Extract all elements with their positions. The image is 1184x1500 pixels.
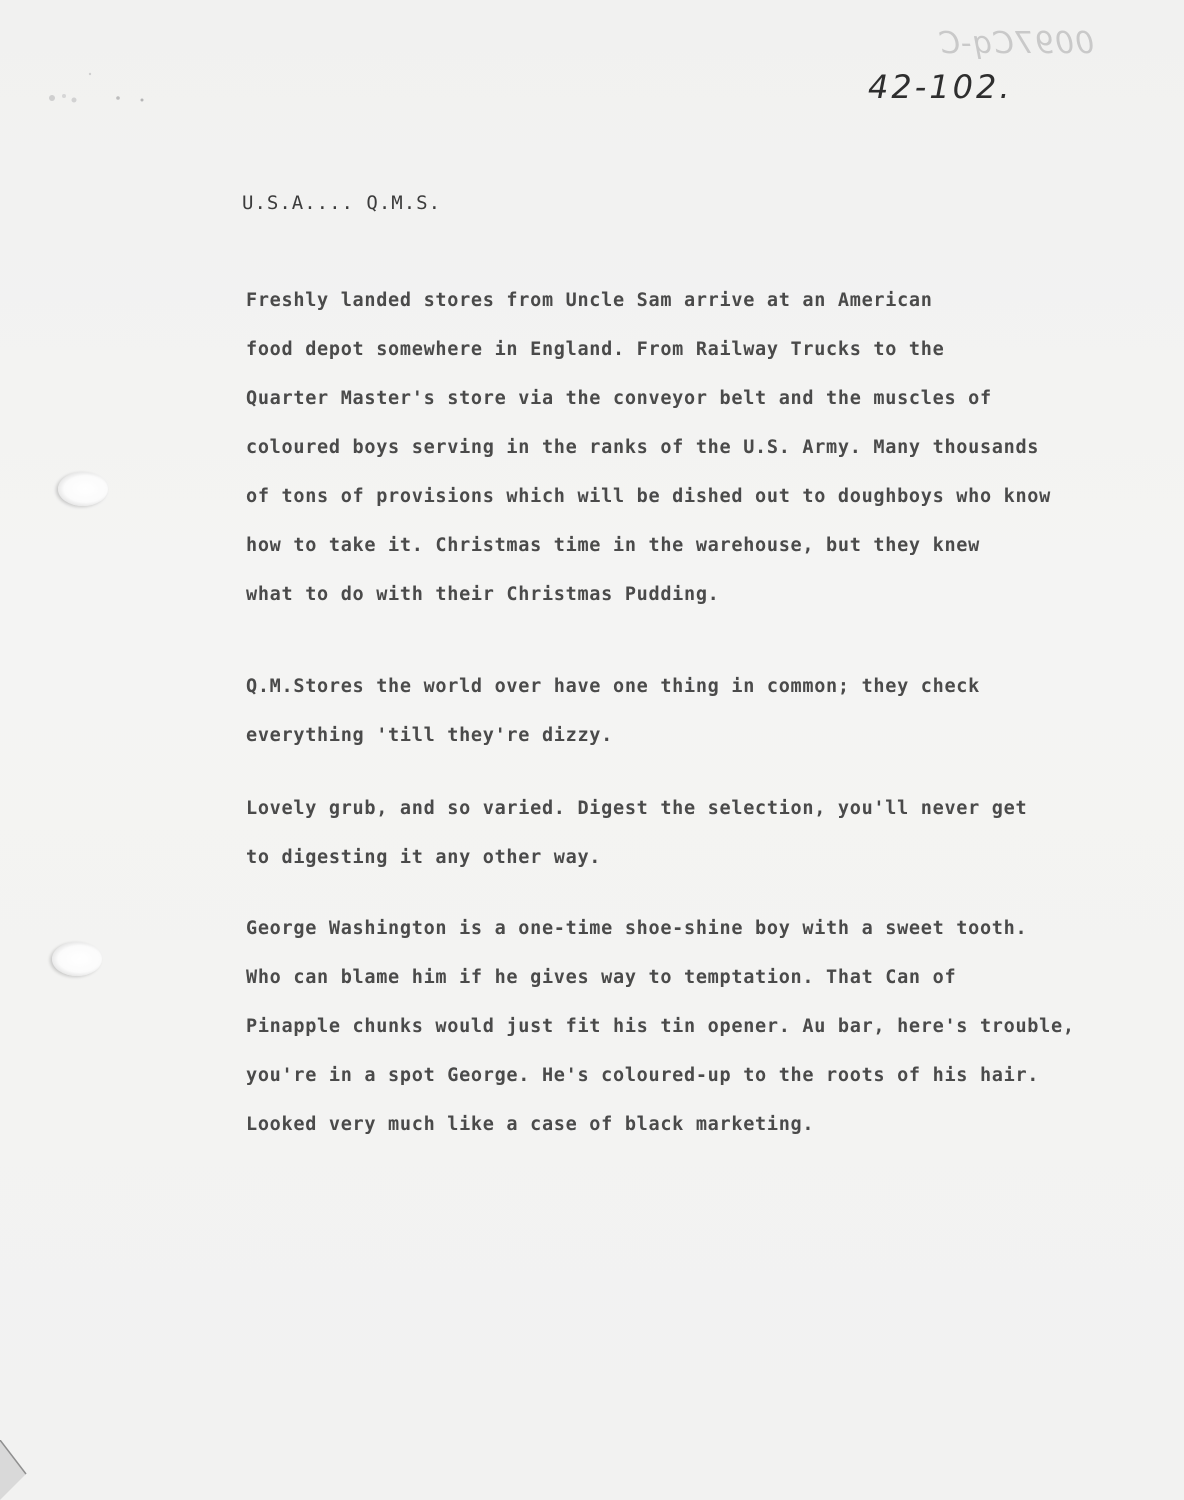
text-line: of tons of provisions which will be dished out to doughboys who know xyxy=(246,486,1051,507)
text-line: Lovely grub, and so varied. Digest the selection, you'll never get xyxy=(246,798,1028,819)
punch-hole xyxy=(58,472,108,506)
document-heading: U.S.A.... Q.M.S. xyxy=(242,192,442,214)
text-line: coloured boys serving in the ranks of the U.S. Army. Many thousands xyxy=(246,437,1040,458)
paragraph-qm-stores xyxy=(246,662,980,760)
paragraph-lovely-grub xyxy=(246,784,1027,882)
handwritten-reference-number: 42-102. xyxy=(868,68,1013,106)
page-corner-curl xyxy=(0,1440,28,1500)
page-smudge xyxy=(30,70,160,120)
text-line: Looked very much like a case of black marketing. xyxy=(246,1114,815,1135)
paragraph-george-washington xyxy=(246,904,1075,1149)
text-line: how to take it. Christmas time in the warehouse, but they knew xyxy=(246,535,980,556)
text-line: Pinapple chunks would just fit his tin opener. Au bar, here's trouble, xyxy=(246,1016,1075,1037)
faint-reference-number: 0097Cq-C xyxy=(938,26,1095,61)
text-line: Q.M.Stores the world over have one thing in common; they check xyxy=(246,676,980,697)
text-line: what to do with their Christmas Pudding. xyxy=(246,584,720,605)
text-line: food depot somewhere in England. From Railway Trucks to the xyxy=(246,339,945,360)
text-line: Freshly landed stores from Uncle Sam arrive at an American xyxy=(246,290,933,311)
text-line: George Washington is a one-time shoe-shine boy with a sweet tooth. xyxy=(246,918,1028,939)
text-line: Who can blame him if he gives way to temptation. That Can of xyxy=(246,967,957,988)
text-line: Quarter Master's store via the conveyor belt and the muscles of xyxy=(246,388,992,409)
text-line: to digesting it any other way. xyxy=(246,847,602,868)
paragraph-stores-arrival xyxy=(246,276,1051,619)
text-line: you're in a spot George. He's coloured-up to the roots of his hair. xyxy=(246,1065,1040,1086)
text-line: everything 'till they're dizzy. xyxy=(246,725,613,746)
punch-hole xyxy=(52,942,102,976)
